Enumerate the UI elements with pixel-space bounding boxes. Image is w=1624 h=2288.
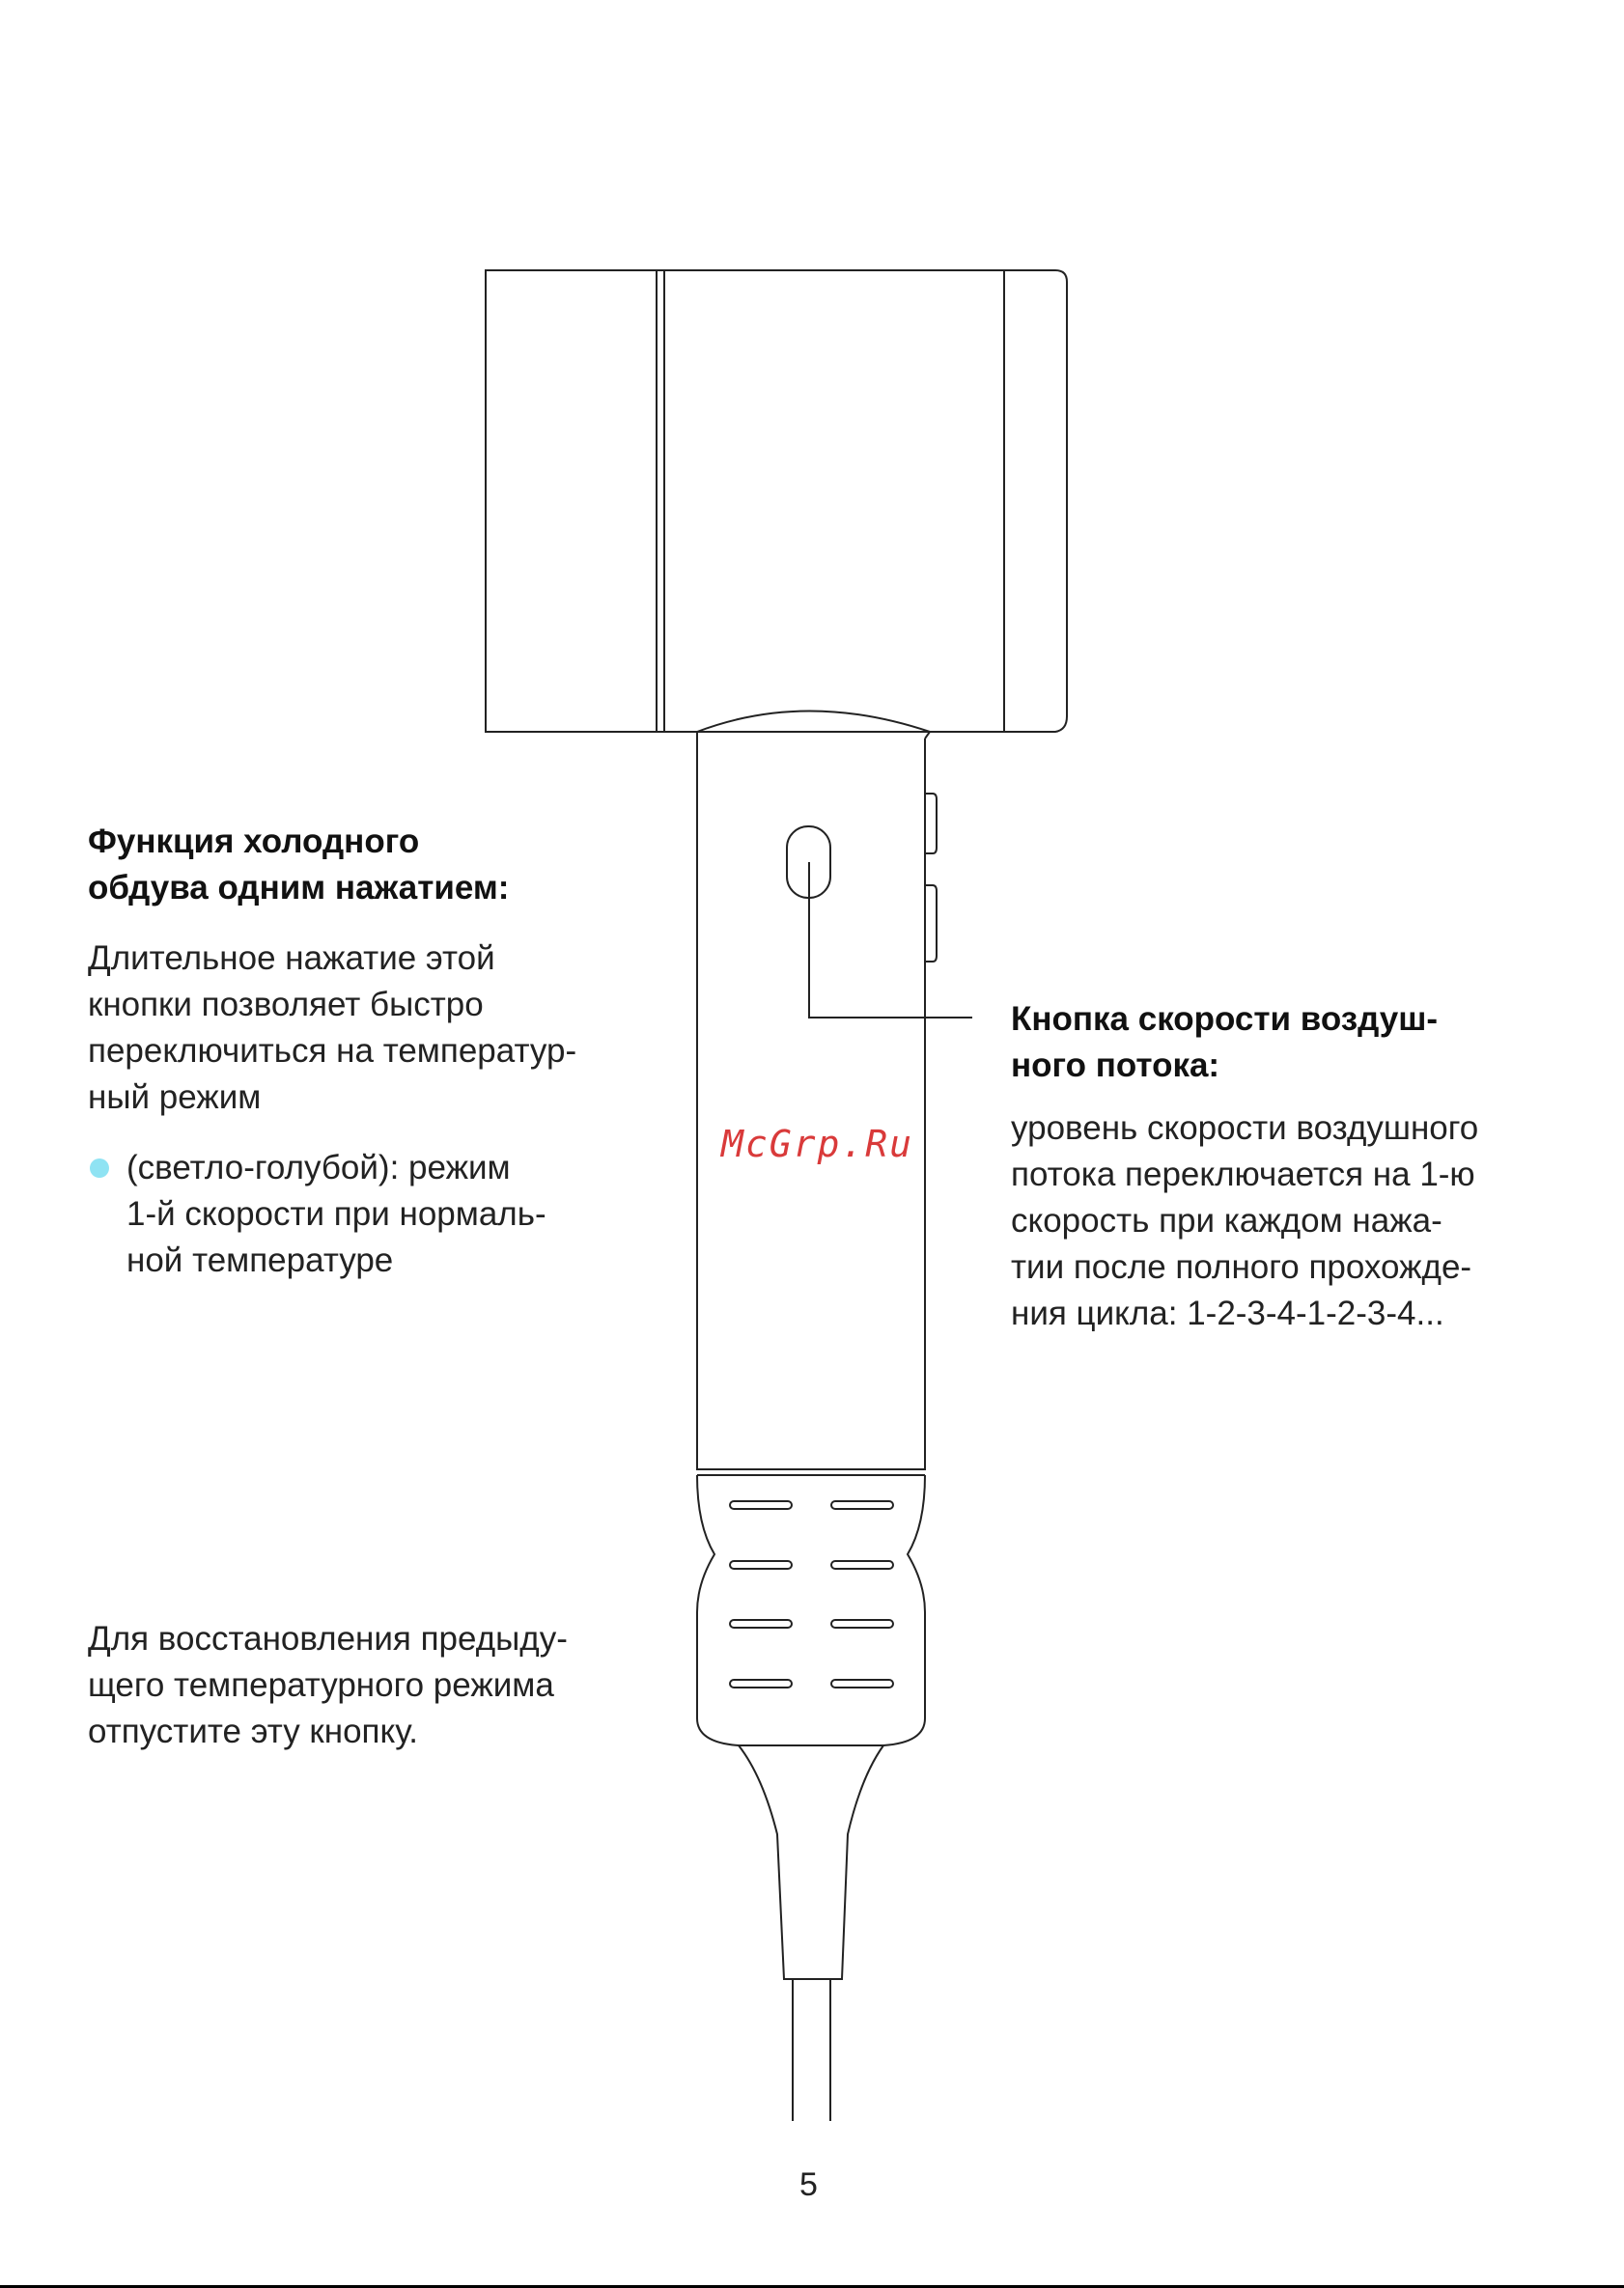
speed-desc-line: тии после полного прохожде- — [1011, 1248, 1472, 1286]
grip-vents — [730, 1501, 893, 1688]
bullet-line: 1-й скорости при нормаль- — [126, 1195, 546, 1233]
speed-button-description — [1011, 1105, 1478, 1337]
restore-line: отпустите эту кнопку. — [88, 1713, 418, 1750]
strain-relief — [739, 1745, 883, 1979]
power-cable — [793, 1979, 830, 2121]
page-number: 5 — [799, 2166, 818, 2203]
speed-desc-line: ния цикла: 1-2-3-4-1-2-3-4... — [1011, 1295, 1444, 1332]
description-line: кнопки позволяет быстро — [88, 986, 484, 1023]
speed-heading-line: Кнопка скорости воздуш- — [1011, 1000, 1439, 1038]
speed-desc-line: потока переключается на 1-ю — [1011, 1156, 1475, 1193]
description-line: ный режим — [88, 1078, 262, 1116]
speed-heading-line: ного потока: — [1011, 1046, 1220, 1084]
cold-shot-heading-line: обдува одним нажатием: — [88, 869, 510, 907]
dryer-grip — [697, 1475, 925, 1745]
cold-shot-heading-line: Функция холодного — [88, 823, 420, 860]
restore-line: Для восстановления предыду- — [88, 1620, 568, 1658]
speed-desc-line: скорость при каждом нажа- — [1011, 1202, 1442, 1240]
bullet-line: (светло-голубой): режим — [126, 1149, 511, 1186]
light-blue-bullet-icon — [90, 1158, 109, 1178]
speed-button-leader — [809, 862, 972, 1018]
cold-shot-heading — [88, 819, 509, 911]
watermark: McGrp.Ru — [721, 1123, 914, 1165]
side-buttons — [925, 794, 937, 962]
speed-button-heading — [1011, 996, 1438, 1089]
restore-line: щего температурного режима — [88, 1666, 554, 1704]
restore-description — [88, 1616, 568, 1755]
speed-desc-line: уровень скорости воздушного — [1011, 1109, 1479, 1147]
description-line: Длительное нажатие этой — [88, 939, 495, 977]
bullet-line: ной температуре — [126, 1242, 394, 1279]
cold-shot-description — [88, 935, 576, 1121]
dryer-handle — [697, 732, 930, 1475]
dryer-head — [486, 270, 1067, 732]
bullet-description — [126, 1145, 546, 1284]
dryer-neck — [697, 712, 930, 733]
description-line: переключиться на температур- — [88, 1032, 577, 1070]
